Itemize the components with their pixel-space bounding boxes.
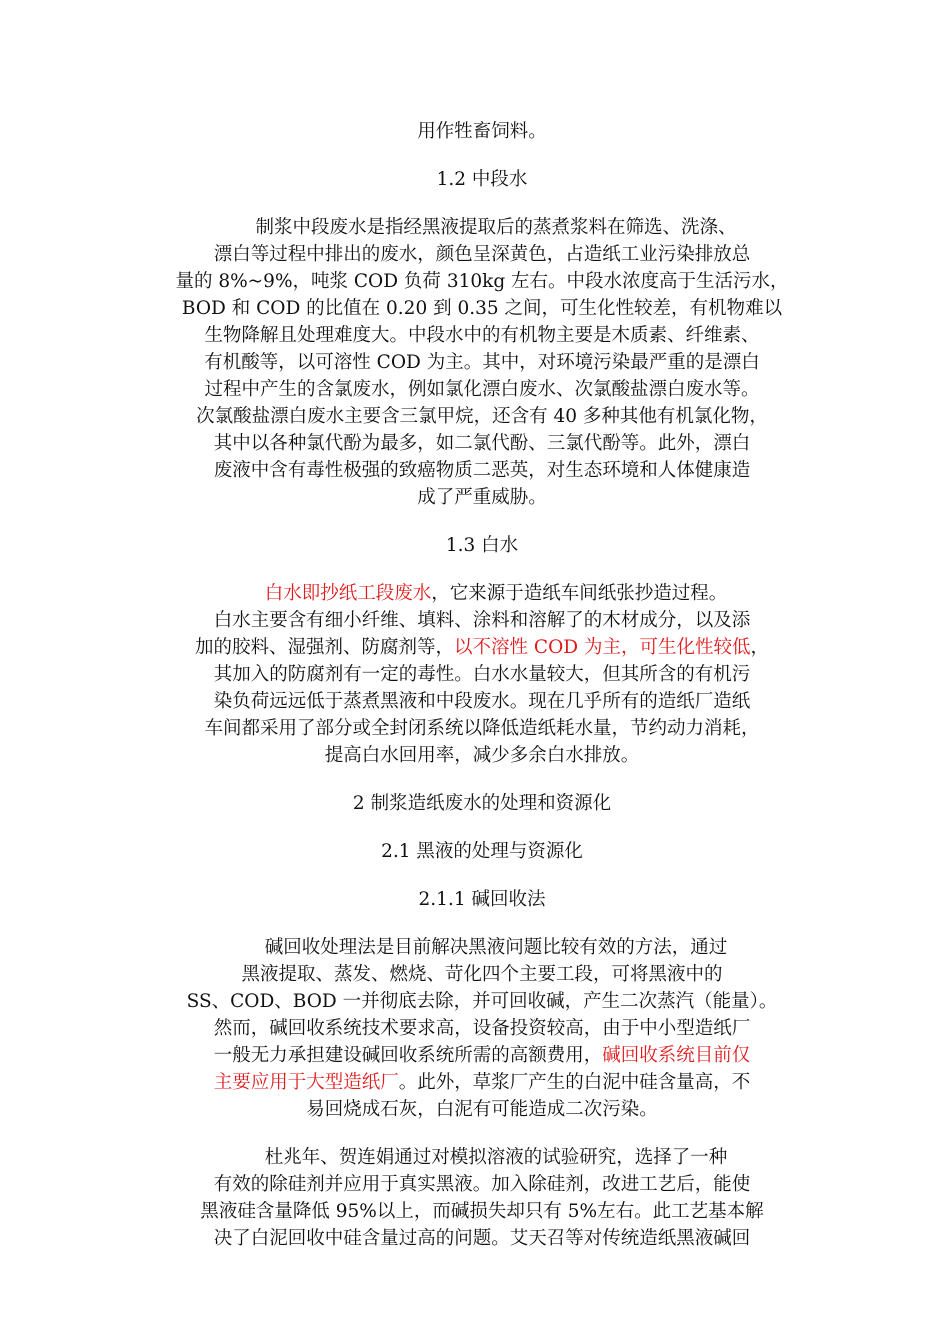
paragraph-1-2 [150, 214, 814, 511]
text-run: 。此外，草浆厂产生的白泥中硅含量高，不 [398, 1072, 751, 1093]
text-line: 决了白泥回收中硅含量过高的问题。艾天召等对传统造纸黑液碱回 [213, 1228, 751, 1249]
text-line: 易回烧成石灰，白泥有可能造成二次污染。 [306, 1099, 658, 1120]
section-heading-1-3: 1.3 白水 [445, 535, 519, 556]
text-line: 制浆中段废水是指经黑液提取后的蒸煮浆料在筛选、洗涤、 [255, 217, 737, 238]
text-line: 杜兆年、贺连娟通过对模拟溶液的试验研究，选择了一种 [264, 1147, 728, 1168]
text-line [150, 580, 814, 607]
text-line: 提高白水回用率，减少多余白水排放。 [324, 745, 640, 766]
text-line: 染负荷远远低于蒸煮黑液和中段废水。现在几乎所有的造纸厂造纸 [213, 691, 751, 712]
text-line: 黑液提取、蒸发、燃烧、苛化四个主要工段，可将黑液中的 [241, 964, 723, 985]
text-line [150, 1069, 814, 1096]
text-line [150, 1042, 814, 1069]
text-line: 次氯酸盐漂白废水主要含三氯甲烷，还含有 40 多种其他有机氯化物， [196, 406, 768, 427]
text-line: 然而，碱回收系统技术要求高，设备投资较高，由于中小型造纸厂 [213, 1018, 751, 1039]
text-run: ， [750, 637, 769, 658]
text-run: 一般无力承担建设碱回收系统所需的高额费用， [213, 1045, 603, 1066]
text-line: 其中以各种氯代酚为最多，如二氯代酚、三氯代酚等。此外，漂白 [213, 433, 751, 454]
section-heading-2-1-1: 2.1.1 碱回收法 [418, 889, 546, 910]
paragraph-1-3 [150, 580, 814, 769]
text-run: ，它来源于造纸车间纸张抄造过程。 [431, 583, 728, 604]
text-line: 有效的除硅剂并应用于真实黑液。加入除硅剂，改进工艺后，能使 [213, 1174, 751, 1195]
text-line: 其加入的防腐剂有一定的毒性。白水水量较大，但其所含的有机污 [213, 664, 751, 685]
text-line: 漂白等过程中排出的废水，颜色呈深黄色，占造纸工业污染排放总 [213, 244, 751, 265]
text-line: 白水主要含有细小纤维、填料、涂料和溶解了的木材成分，以及添 [213, 610, 751, 631]
highlight-text: 主要应用于大型造纸厂 [213, 1072, 399, 1093]
text-line: BOD 和 COD 的比值在 0.20 到 0.35 之间，可生化性较差，有机物难以 [181, 298, 783, 319]
highlight-text: 以不溶性 COD 为主，可生化性较低 [454, 637, 751, 658]
section-heading-2: 2 制浆造纸废水的处理和资源化 [352, 793, 612, 814]
text-line: 量的 8%~9%，吨浆 COD 负荷 310kg 左右。中段水浓度高于生活污水， [175, 271, 789, 292]
intro-line: 用作牲畜饲料。 [417, 121, 547, 142]
text-line: 废液中含有毒性极强的致癌物质二恶英，对生态环境和人体健康造 [213, 460, 751, 481]
text-line: 碱回收处理法是目前解决黑液问题比较有效的方法，通过 [264, 937, 728, 958]
section-heading-1-2: 1.2 中段水 [436, 169, 528, 190]
paragraph-2-1-1-b [150, 1144, 814, 1252]
highlight-text: 碱回收系统目前仅 [602, 1045, 751, 1066]
paragraph-2-1-1 [150, 934, 814, 1123]
text-line: SS、COD、BOD 一并彻底去除，并可回收碱，产生二次蒸汽（能量）。 [186, 991, 778, 1012]
text-line: 过程中产生的含氯废水，例如氯化漂白废水、次氯酸盐漂白废水等。 [204, 379, 760, 400]
text-line: 生物降解且处理难度大。中段水中的有机物主要是木质素、纤维素、 [204, 325, 760, 346]
document-page [150, 118, 814, 1252]
text-line: 黑液硅含量降低 95%以上，而碱损失却只有 5%左右。此工艺基本解 [200, 1201, 764, 1222]
highlight-text: 白水即抄纸工段废水 [264, 583, 432, 604]
text-line: 车间都采用了部分或全封闭系统以降低造纸耗水量，节约动力消耗， [204, 718, 760, 739]
text-run: 加的胶料、湿强剂、防腐剂等， [195, 637, 455, 658]
section-heading-2-1: 2.1 黑液的处理与资源化 [381, 841, 583, 862]
text-line: 成了严重威胁。 [417, 487, 547, 508]
text-line [150, 634, 814, 661]
text-line: 有机酸等，以可溶性 COD 为主。其中，对环境污染最严重的是漂白 [204, 352, 760, 373]
